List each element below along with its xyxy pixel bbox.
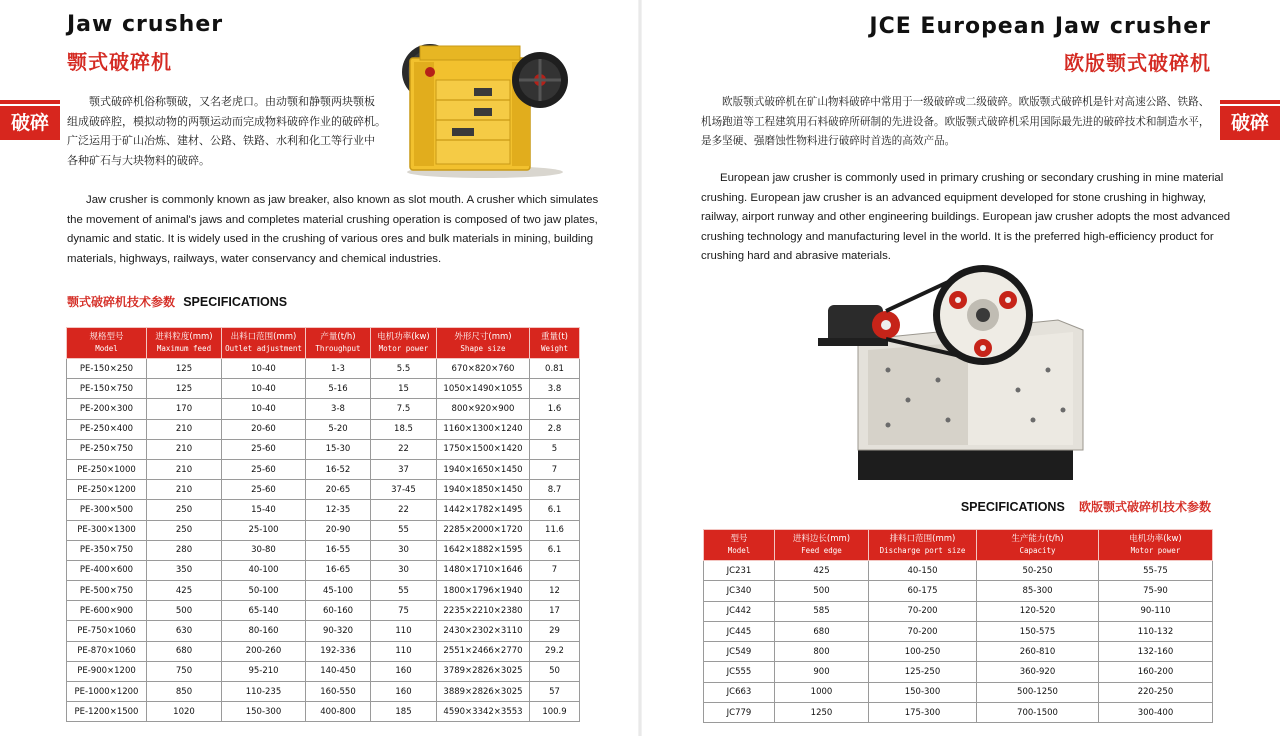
table-cell: 800×920×900 [437,399,530,419]
table-cell: 700-1500 [977,703,1099,723]
left-table-col-header-en: Motor power [378,344,429,353]
table-cell: JC231 [704,561,775,581]
table-cell: 10-40 [222,399,306,419]
right-table-col-header-cn: 生产能力(t/h) [1011,534,1064,544]
table-row [67,399,580,419]
table-cell: 425 [775,561,869,581]
table-cell: 75 [371,601,437,621]
left-table-col-header-en: Outlet adjustment [225,344,302,353]
table-cell: 200-260 [222,641,306,661]
table-cell: PE-400×600 [67,560,147,580]
table-cell: 1800×1796×1940 [437,581,530,601]
european-jaw-crusher-image [818,260,1088,490]
table-cell: 250 [147,520,222,540]
table-cell: 132-160 [1099,642,1213,662]
table-cell: 11.6 [530,520,580,540]
table-cell: 110 [371,621,437,641]
table-row [67,480,580,500]
table-cell: 16-65 [306,560,371,580]
table-cell: PE-600×900 [67,601,147,621]
left-table-col-header-en: Model [95,344,118,353]
table-cell: 1160×1300×1240 [437,419,530,439]
table-cell: 300-400 [1099,703,1213,723]
table-cell: 7 [530,560,580,580]
right-spec-title-en: SPECIFICATIONS [960,500,1065,514]
left-desc-cn-line: 各种矿石与大块物料的破碎。 [67,153,210,167]
table-cell: PE-150×250 [67,359,147,379]
table-cell: 90-110 [1099,601,1213,621]
left-desc-cn-line: 组成破碎腔，模拟动物的两颚运动而完成物料破碎作业的破碎机。 [67,114,386,128]
table-cell: JC663 [704,682,775,702]
right-desc-cn [701,93,1221,152]
left-table-col-header [222,328,306,359]
left-table-col-header-cn: 进料粒度(mm) [155,332,213,342]
table-cell: 20-60 [222,419,306,439]
table-cell: 80-160 [222,621,306,641]
table-cell: 210 [147,439,222,459]
table-cell: 70-200 [869,601,977,621]
left-table-col-header-en: Weight [540,344,569,353]
table-row [67,540,580,560]
table-cell: 500 [775,581,869,601]
table-row [67,379,580,399]
table-cell: 15-40 [222,500,306,520]
table-row [67,621,580,641]
table-cell: 192-336 [306,641,371,661]
table-cell: 7.5 [371,399,437,419]
table-row [67,581,580,601]
table-cell: 1050×1490×1055 [437,379,530,399]
table-cell: 90-320 [306,621,371,641]
table-cell: 17 [530,601,580,621]
table-cell: 160-200 [1099,662,1213,682]
right-table-col-header-cn: 型号 [730,534,748,544]
table-row [704,703,1213,723]
table-cell: 30 [371,540,437,560]
right-title-en: JCE European Jaw crusher [869,14,1211,39]
table-cell: 40-100 [222,560,306,580]
table-cell: PE-250×1000 [67,459,147,479]
right-desc-en-line: crushing. European jaw crusher is an advanced equipment developed for stone crushing in highway, [701,191,1207,204]
right-desc-en-line: crushing hard and abrasive materials. [701,250,891,262]
table-cell: 22 [371,439,437,459]
table-cell: 57 [530,682,580,702]
table-cell: 150-575 [977,621,1099,641]
table-cell: 100-250 [869,642,977,662]
table-cell: 250 [147,500,222,520]
table-cell: PE-300×1300 [67,520,147,540]
left-desc-en-line: materials, highways, railways, water conservancy and chemical industries. [67,252,442,265]
table-cell: PE-1200×1500 [67,702,147,722]
table-cell: 110 [371,641,437,661]
table-cell: 680 [147,641,222,661]
table-cell: 8.7 [530,480,580,500]
right-spec-title-cn: 欧版颚式破碎机技术参数 [1078,500,1211,514]
left-table-col-header-cn: 产量(t/h) [320,332,356,342]
table-cell: 175-300 [869,703,977,723]
table-cell: 585 [775,601,869,621]
table-cell: PE-300×500 [67,500,147,520]
right-title-cn: 欧版颚式破碎机 [1064,51,1211,75]
table-cell: 1750×1500×1420 [437,439,530,459]
table-cell: 360-920 [977,662,1099,682]
table-cell: 1940×1650×1450 [437,459,530,479]
left-table-header-row [67,328,580,359]
table-cell: PE-250×400 [67,419,147,439]
table-cell: 55 [371,581,437,601]
left-desc-cn-line: 广泛运用于矿山冶炼、建材、公路、铁路、水利和化工等行业中 [67,134,375,147]
left-table-col-header [530,328,580,359]
table-cell: 2430×2302×3110 [437,621,530,641]
table-cell: 37-45 [371,480,437,500]
right-desc-en [701,169,1231,267]
table-cell: 110-235 [222,682,306,702]
table-cell: 400-800 [306,702,371,722]
table-cell: 6.1 [530,500,580,520]
left-spec-table [66,327,580,722]
table-cell: 3789×2826×3025 [437,661,530,681]
table-cell: 55 [371,520,437,540]
table-cell: 680 [775,621,869,641]
table-cell: PE-1000×1200 [67,682,147,702]
right-table-col-header-en: Motor power [1130,546,1181,555]
table-cell: 29.2 [530,641,580,661]
table-cell: 5.5 [371,359,437,379]
right-spec-table [703,529,1213,723]
table-row [67,520,580,540]
table-cell: 800 [775,642,869,662]
table-cell: 12-35 [306,500,371,520]
table-cell: 280 [147,540,222,560]
table-row [67,601,580,621]
table-row [704,621,1213,641]
table-cell: 3889×2826×3025 [437,682,530,702]
table-cell: 170 [147,399,222,419]
table-cell: 60-175 [869,581,977,601]
table-cell: 1250 [775,703,869,723]
table-row [67,359,580,379]
table-cell: 12 [530,581,580,601]
right-category-tab: 破碎 [1220,106,1280,140]
table-cell: 15-30 [306,439,371,459]
table-cell: 5-16 [306,379,371,399]
table-cell: 15 [371,379,437,399]
table-cell: 1940×1850×1450 [437,480,530,500]
right-table-col-header [704,530,775,561]
right-table-col-header-en: Feed edge [801,546,842,555]
table-cell: 120-520 [977,601,1099,621]
table-cell: PE-250×1200 [67,480,147,500]
table-row [704,642,1213,662]
left-spec-title-en: SPECIFICATIONS [183,295,288,309]
table-cell: 20-65 [306,480,371,500]
table-cell: 1642×1882×1595 [437,540,530,560]
right-desc-en-line: railway, airport runway and other engineering buildings. European jaw crusher adopts the most advanced [701,211,1231,223]
left-table-col-header-en: Throughput [315,344,361,353]
left-spec-heading [67,293,287,310]
left-table-col-header-en: Maximum feed [156,344,212,353]
table-cell: 2.8 [530,419,580,439]
table-row [704,601,1213,621]
left-desc-en-line: Jaw crusher is commonly known as jaw breaker, also known as slot mouth. A crusher which simulates [86,194,599,206]
table-cell: PE-250×750 [67,439,147,459]
table-cell: JC555 [704,662,775,682]
table-cell: 16-55 [306,540,371,560]
table-cell: 10-40 [222,379,306,399]
table-cell: 500-1250 [977,682,1099,702]
table-cell: PE-900×1200 [67,661,147,681]
jaw-crusher-image [400,20,570,180]
table-cell: 25-60 [222,459,306,479]
table-cell: PE-200×300 [67,399,147,419]
right-spec-heading [961,498,1211,515]
table-cell: 1000 [775,682,869,702]
left-table-col-header-cn: 电机功率(kw) [377,332,430,342]
table-row [67,419,580,439]
table-row [67,500,580,520]
table-cell: 210 [147,480,222,500]
table-cell: 7 [530,459,580,479]
table-row [67,661,580,681]
table-cell: 3-8 [306,399,371,419]
left-desc-en-line: dynamic and static. It is widely used in the crushing of various ores and bulk materials in mining, building [67,233,594,245]
table-cell: 1.6 [530,399,580,419]
table-cell: 25-60 [222,480,306,500]
left-desc-cn [67,92,397,170]
table-cell: PE-150×750 [67,379,147,399]
table-row [704,561,1213,581]
table-row [704,682,1213,702]
table-row [67,641,580,661]
table-cell: 16-52 [306,459,371,479]
right-desc-en-line: European jaw crusher is commonly used in primary crushing or secondary crushing in mine material [720,172,1224,184]
table-cell: 125 [147,379,222,399]
table-cell: JC779 [704,703,775,723]
table-cell: 500 [147,601,222,621]
right-table-col-header-en: Model [727,546,751,555]
right-table-col-header-en: Capacity [1019,546,1056,555]
table-cell: 210 [147,459,222,479]
table-cell: 160 [371,661,437,681]
right-table-col-header [977,530,1099,561]
table-cell: 95-210 [222,661,306,681]
table-row [704,662,1213,682]
left-desc-en [67,191,607,269]
table-cell: 630 [147,621,222,641]
table-cell: JC445 [704,621,775,641]
left-desc-cn-line: 颚式破碎机俗称颚破，又名老虎口。由动颚和静颚两块颚板 [89,95,375,108]
table-cell: 30 [371,560,437,580]
table-cell: 75-90 [1099,581,1213,601]
table-cell: 10-40 [222,359,306,379]
table-cell: 29 [530,621,580,641]
table-cell: JC340 [704,581,775,601]
right-table-col-header [869,530,977,561]
table-cell: 85-300 [977,581,1099,601]
table-cell: 140-450 [306,661,371,681]
right-desc-cn-line: 是多坚硬、强磨蚀性物料进行破碎时首选的高效产品。 [701,135,956,147]
table-cell: 5 [530,439,580,459]
left-table-col-header [371,328,437,359]
table-cell: 670×820×760 [437,359,530,379]
table-cell: 25-60 [222,439,306,459]
table-row [67,702,580,722]
table-cell: 185 [371,702,437,722]
table-cell: 50-100 [222,581,306,601]
right-table-col-header-cn: 进料边长(mm) [792,534,851,544]
right-table-col-header [775,530,869,561]
left-title-en: Jaw crusher [67,12,224,37]
table-cell: 65-140 [222,601,306,621]
table-cell: 22 [371,500,437,520]
table-cell: 2285×2000×1720 [437,520,530,540]
left-title-cn: 颚式破碎机 [67,50,172,74]
right-page [640,0,1280,736]
left-table-col-header [437,328,530,359]
table-cell: JC549 [704,642,775,662]
table-cell: 425 [147,581,222,601]
left-table-col-header [147,328,222,359]
table-cell: 1020 [147,702,222,722]
table-cell: 1480×1710×1646 [437,560,530,580]
table-cell: 220-250 [1099,682,1213,702]
table-cell: 55-75 [1099,561,1213,581]
table-cell: 2551×2466×2770 [437,641,530,661]
table-cell: 45-100 [306,581,371,601]
table-row [67,459,580,479]
right-table-col-header-cn: 电机功率(kw) [1129,534,1182,544]
table-cell: 210 [147,419,222,439]
table-cell: 30-80 [222,540,306,560]
table-cell: 900 [775,662,869,682]
table-cell: 110-132 [1099,621,1213,641]
table-cell: 350 [147,560,222,580]
table-cell: 1442×1782×1495 [437,500,530,520]
table-cell: 125-250 [869,662,977,682]
left-table-col-header [67,328,147,359]
table-cell: 5-20 [306,419,371,439]
table-cell: 2235×2210×2380 [437,601,530,621]
table-cell: 25-100 [222,520,306,540]
table-cell: JC442 [704,601,775,621]
table-cell: 125 [147,359,222,379]
table-cell: 60-160 [306,601,371,621]
left-table-col-header-cn: 出料口范围(mm) [230,332,297,342]
table-cell: 50-250 [977,561,1099,581]
right-table-col-header-en: Discharge port size [879,546,966,555]
table-cell: 6.1 [530,540,580,560]
left-table-col-header-cn: 规格型号 [89,332,124,342]
left-table-col-header-cn: 重量(t) [541,332,568,342]
left-spec-title-cn: 颚式破碎机技术参数 [67,295,176,309]
table-row [67,439,580,459]
table-cell: PE-350×750 [67,540,147,560]
right-desc-en-line: crushing technology and manufacturing level in the world. It is the preferred high-efficiency product for [701,230,1214,243]
table-cell: 260-810 [977,642,1099,662]
right-desc-cn-line: 机场跑道等工程建筑用石料破碎所研制的先进设备。欧版颚式破碎机采用国际最先进的破碎技术和制造水平， [701,115,1210,128]
left-category-tab: 破碎 [0,106,60,140]
table-cell: 3.8 [530,379,580,399]
table-row [67,560,580,580]
left-table-col-header [306,328,371,359]
table-cell: 37 [371,459,437,479]
left-table-col-header-cn: 外形尺寸(mm) [454,332,512,342]
table-cell: 1-3 [306,359,371,379]
table-cell: 70-200 [869,621,977,641]
right-table-col-header-cn: 排料口范围(mm) [889,534,956,544]
table-cell: 750 [147,661,222,681]
table-cell: PE-500×750 [67,581,147,601]
table-cell: 18.5 [371,419,437,439]
table-cell: 4590×3342×3553 [437,702,530,722]
table-cell: 40-150 [869,561,977,581]
table-cell: 100.9 [530,702,580,722]
table-cell: 50 [530,661,580,681]
table-cell: PE-750×1060 [67,621,147,641]
table-row [704,581,1213,601]
table-cell: 20-90 [306,520,371,540]
table-cell: 850 [147,682,222,702]
right-table-header-row [704,530,1213,561]
left-table-col-header-en: Shape size [460,344,506,353]
table-cell: 150-300 [222,702,306,722]
left-desc-en-line: the movement of animal's jaws and completes material crushing operation is composed of two jaw plates, [67,213,598,226]
table-cell: 150-300 [869,682,977,702]
table-cell: PE-870×1060 [67,641,147,661]
table-cell: 0.81 [530,359,580,379]
table-cell: 160 [371,682,437,702]
right-table-col-header [1099,530,1213,561]
table-row [67,682,580,702]
table-cell: 160-550 [306,682,371,702]
right-desc-cn-line: 欧版颚式破碎机在矿山物料破碎中常用于一级破碎或二级破碎。欧版颚式破碎机是针对高速公路、铁路、 [722,96,1210,108]
